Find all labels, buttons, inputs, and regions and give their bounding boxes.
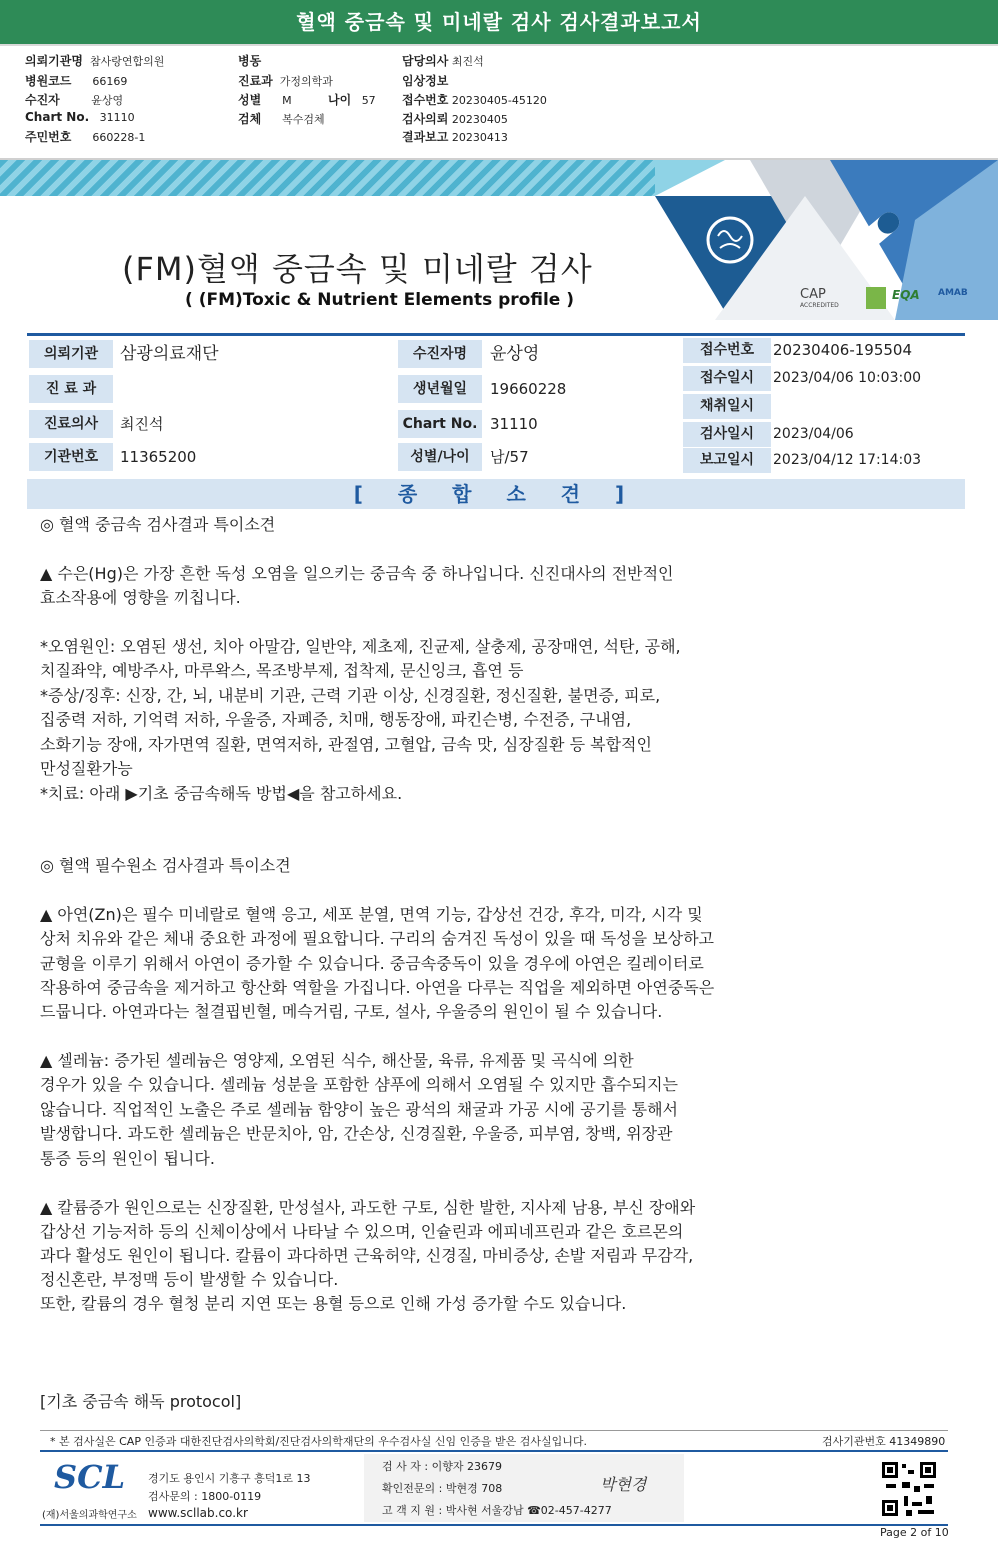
info-label: 보고일시 bbox=[683, 448, 771, 473]
info-label: 접수일시 bbox=[683, 366, 771, 391]
body-line: 발생합니다. 과도한 셀레늄은 반문치아, 암, 간손상, 신경질환, 우울증, 피부염, 창백, 위장관 bbox=[40, 1124, 673, 1143]
info-value: 최진석 bbox=[120, 415, 164, 433]
info-label: 검사일시 bbox=[683, 422, 771, 447]
header-field: 수진자 윤상영 bbox=[25, 93, 124, 107]
protocol-heading: [기초 중금속 해독 protocol] bbox=[40, 1392, 242, 1411]
tester: 검 사 자 : 이향자 23679 bbox=[382, 1460, 502, 1473]
table-rule bbox=[27, 333, 965, 336]
body-line: 또한, 칼륨의 경우 혈청 분리 지연 또는 용혈 등으로 인해 가성 증가할 수도 있습니다. bbox=[40, 1294, 627, 1313]
eqa-logo: EQA bbox=[892, 288, 920, 302]
header-field: 병동 bbox=[238, 54, 262, 68]
info-value: 31110 bbox=[490, 415, 538, 433]
body-line: 균형을 이루기 위해서 아연이 증가할 수 있습니다. 중금속중독이 있을 경우에 아연은 킬레이터로 bbox=[40, 954, 704, 973]
info-label: 접수번호 bbox=[683, 338, 771, 363]
info-value: 19660228 bbox=[490, 380, 567, 398]
info-label: 성별/나이 bbox=[398, 443, 482, 471]
section-heading: ◎ 혈액 필수원소 검사결과 특이소견 bbox=[40, 856, 291, 875]
info-value: 남/57 bbox=[490, 448, 529, 466]
header-field: 접수번호 20230405-45120 bbox=[402, 93, 547, 107]
body-line: ▲ 칼륨증가 원인으로는 신장질환, 만성설사, 과도한 구토, 심한 발한, 지사제 남용, 부신 장애와 bbox=[40, 1198, 696, 1217]
info-label: 진 료 과 bbox=[29, 375, 113, 403]
address: 경기도 용인시 기흥구 흥덕1로 13 bbox=[148, 1472, 311, 1485]
body-line: 통증 등의 원인이 됩니다. bbox=[40, 1149, 215, 1168]
info-value: 20230406-195504 bbox=[773, 341, 913, 359]
lm-logo bbox=[866, 287, 886, 309]
scl-logo: SCL bbox=[54, 1458, 126, 1496]
info-label: Chart No. bbox=[398, 410, 482, 438]
body-line: 치질좌약, 예방주사, 마루왁스, 목조방부제, 접착제, 문신잉크, 흡연 등 bbox=[40, 661, 524, 680]
body-line: 작용하여 중금속을 제거하고 항산화 역할을 가집니다. 아연을 다루는 직업을 제외하면 아연중독은 bbox=[40, 978, 715, 997]
info-label: 채취일시 bbox=[683, 394, 771, 419]
amab-logo: AMAB bbox=[938, 288, 968, 298]
info-value: 2023/04/06 10:03:00 bbox=[773, 370, 922, 386]
accreditation-notice: * 본 검사실은 CAP 인증과 대한진단검사의학회/진단검사의학재단의 우수검사실 신임 인증을 받은 검사실입니다. bbox=[50, 1435, 588, 1448]
header-field: 검사의뢰 20230405 bbox=[402, 112, 508, 126]
header-field: 담당의사 최진석 bbox=[402, 54, 484, 68]
header-field: 의뢰기관명 참사랑연합의원 bbox=[25, 54, 165, 68]
body-line: *오염원인: 오염된 생선, 치아 아말감, 일반약, 제초제, 진균제, 살충제, 공장매연, 석탄, 공해, bbox=[40, 637, 681, 656]
body-line: 상처 치유와 같은 체내 중요한 과정에 필요합니다. 구리의 숨겨진 독성이 있을 때 독성을 보상하고 bbox=[40, 929, 714, 948]
info-value: 윤상영 bbox=[490, 344, 540, 364]
body-line: 효소작용에 영향을 끼칩니다. bbox=[40, 588, 241, 607]
body-line: 갑상선 기능저하 등의 신체이상에서 나타날 수 있으며, 인슐린과 에피네프린과 같은 호르몬의 bbox=[40, 1222, 684, 1241]
report-title: (FM)혈액 중금속 및 미네랄 검사 bbox=[122, 250, 593, 288]
body-line: 경우가 있을 수 있습니다. 셀레늄 성분을 포함한 샴푸에 의해서 오염될 수 있지만 흡수되지는 bbox=[40, 1075, 678, 1094]
header-field: 임상정보 bbox=[402, 74, 449, 88]
page-number: Page 2 of 10 bbox=[880, 1526, 949, 1539]
patient-header bbox=[0, 46, 998, 161]
body-line: 정신혼란, 부정맥 등이 발생할 수 있습니다. bbox=[40, 1270, 339, 1289]
header-field: Chart No. 31110 bbox=[25, 110, 135, 124]
footer-box bbox=[40, 1450, 948, 1526]
info-label: 진료의사 bbox=[29, 410, 113, 438]
institution-number: 검사기관번호 41349890 bbox=[822, 1435, 946, 1448]
cap-logo: CAP ACCREDITED bbox=[800, 287, 839, 309]
signature: 박현경 bbox=[600, 1475, 647, 1494]
divider bbox=[40, 1430, 948, 1431]
website-link[interactable]: www.scllab.co.kr bbox=[148, 1506, 248, 1520]
body-line: 않습니다. 직업적인 노출은 주로 셀레늄 함양이 높은 광석의 채굴과 가공 시에 공기를 통해서 bbox=[40, 1100, 678, 1119]
info-value: 11365200 bbox=[120, 448, 197, 466]
body-line: 만성질환가능 bbox=[40, 759, 133, 778]
qr-code-icon bbox=[880, 1460, 938, 1518]
body-line: 집중력 저하, 기억력 저하, 우울증, 자폐증, 치매, 행동장애, 파킨슨병, 수전증, 구내염, bbox=[40, 710, 632, 729]
report-header-title: 혈액 중금속 및 미네랄 검사 검사결과보고서 bbox=[0, 0, 998, 44]
info-value: 2023/04/12 17:14:03 bbox=[773, 452, 922, 468]
info-label: 수진자명 bbox=[398, 340, 482, 368]
customer-support: 고 객 지 원 : 박사현 서울강남 ☎02-457-4277 bbox=[382, 1504, 612, 1517]
info-label: 의뢰기관 bbox=[29, 340, 113, 368]
header-field: 검체 복수검체 bbox=[238, 112, 325, 126]
section-heading: ◎ 혈액 중금속 검사결과 특이소견 bbox=[40, 515, 276, 534]
body-line: 과다 활성도 원인이 됩니다. 칼륨이 과다하면 근육허약, 신경질, 마비증상, 손발 저림과 무감각, bbox=[40, 1246, 694, 1265]
info-value: 2023/04/06 bbox=[773, 426, 854, 442]
body-line: *치료: 아래 ▶기초 중금속해독 방법◀을 참고하세요. bbox=[40, 784, 403, 803]
header-field: 결과보고 20230413 bbox=[402, 130, 508, 144]
info-label: 기관번호 bbox=[29, 443, 113, 471]
summary-heading: [ 종 합 소 견 ] bbox=[27, 479, 965, 509]
body-line: ▲ 셀레늄: 증가된 셀레늄은 영양제, 오염된 식수, 해산물, 육류, 유제품 및 곡식에 의한 bbox=[40, 1051, 634, 1070]
header-field: 병원코드 66169 bbox=[25, 74, 128, 88]
scl-name: (재)서울의과학연구소 bbox=[42, 1510, 137, 1521]
info-value: 삼광의료재단 bbox=[120, 344, 219, 364]
body-line: ▲ 아연(Zn)은 필수 미네랄로 혈액 응고, 세포 분열, 면역 기능, 갑상선 건강, 후각, 미각, 시각 및 bbox=[40, 905, 703, 924]
header-field: 나이 57 bbox=[328, 93, 376, 107]
report-subtitle: ( (FM)Toxic & Nutrient Elements profile ) bbox=[185, 290, 575, 310]
body-line: *증상/징후: 신장, 간, 뇌, 내분비 기관, 근력 기관 이상, 신경질환, 정신질환, 불면증, 피로, bbox=[40, 686, 661, 705]
info-label: 생년월일 bbox=[398, 375, 482, 403]
body-line: ▲ 수은(Hg)은 가장 흔한 독성 오염을 일으키는 중금속 중 하나입니다. 신진대사의 전반적인 bbox=[40, 564, 674, 583]
contact: 검사문의 : 1800-0119 bbox=[148, 1490, 262, 1503]
header-field: 성별 M bbox=[238, 93, 292, 107]
header-field: 진료과 가정의학과 bbox=[238, 74, 333, 88]
specialist: 확인전문의 : 박현경 708 bbox=[382, 1482, 503, 1495]
body-line: 소화기능 장애, 자가면역 질환, 면역저하, 관절염, 고혈압, 금속 맛, 심장질환 등 복합적인 bbox=[40, 735, 652, 754]
body-line: 드뭅니다. 아연과다는 철결핍빈혈, 메슥거림, 구토, 설사, 우울증의 원인이 될 수 있습니다. bbox=[40, 1002, 663, 1021]
header-field: 주민번호 660228-1 bbox=[25, 130, 146, 144]
